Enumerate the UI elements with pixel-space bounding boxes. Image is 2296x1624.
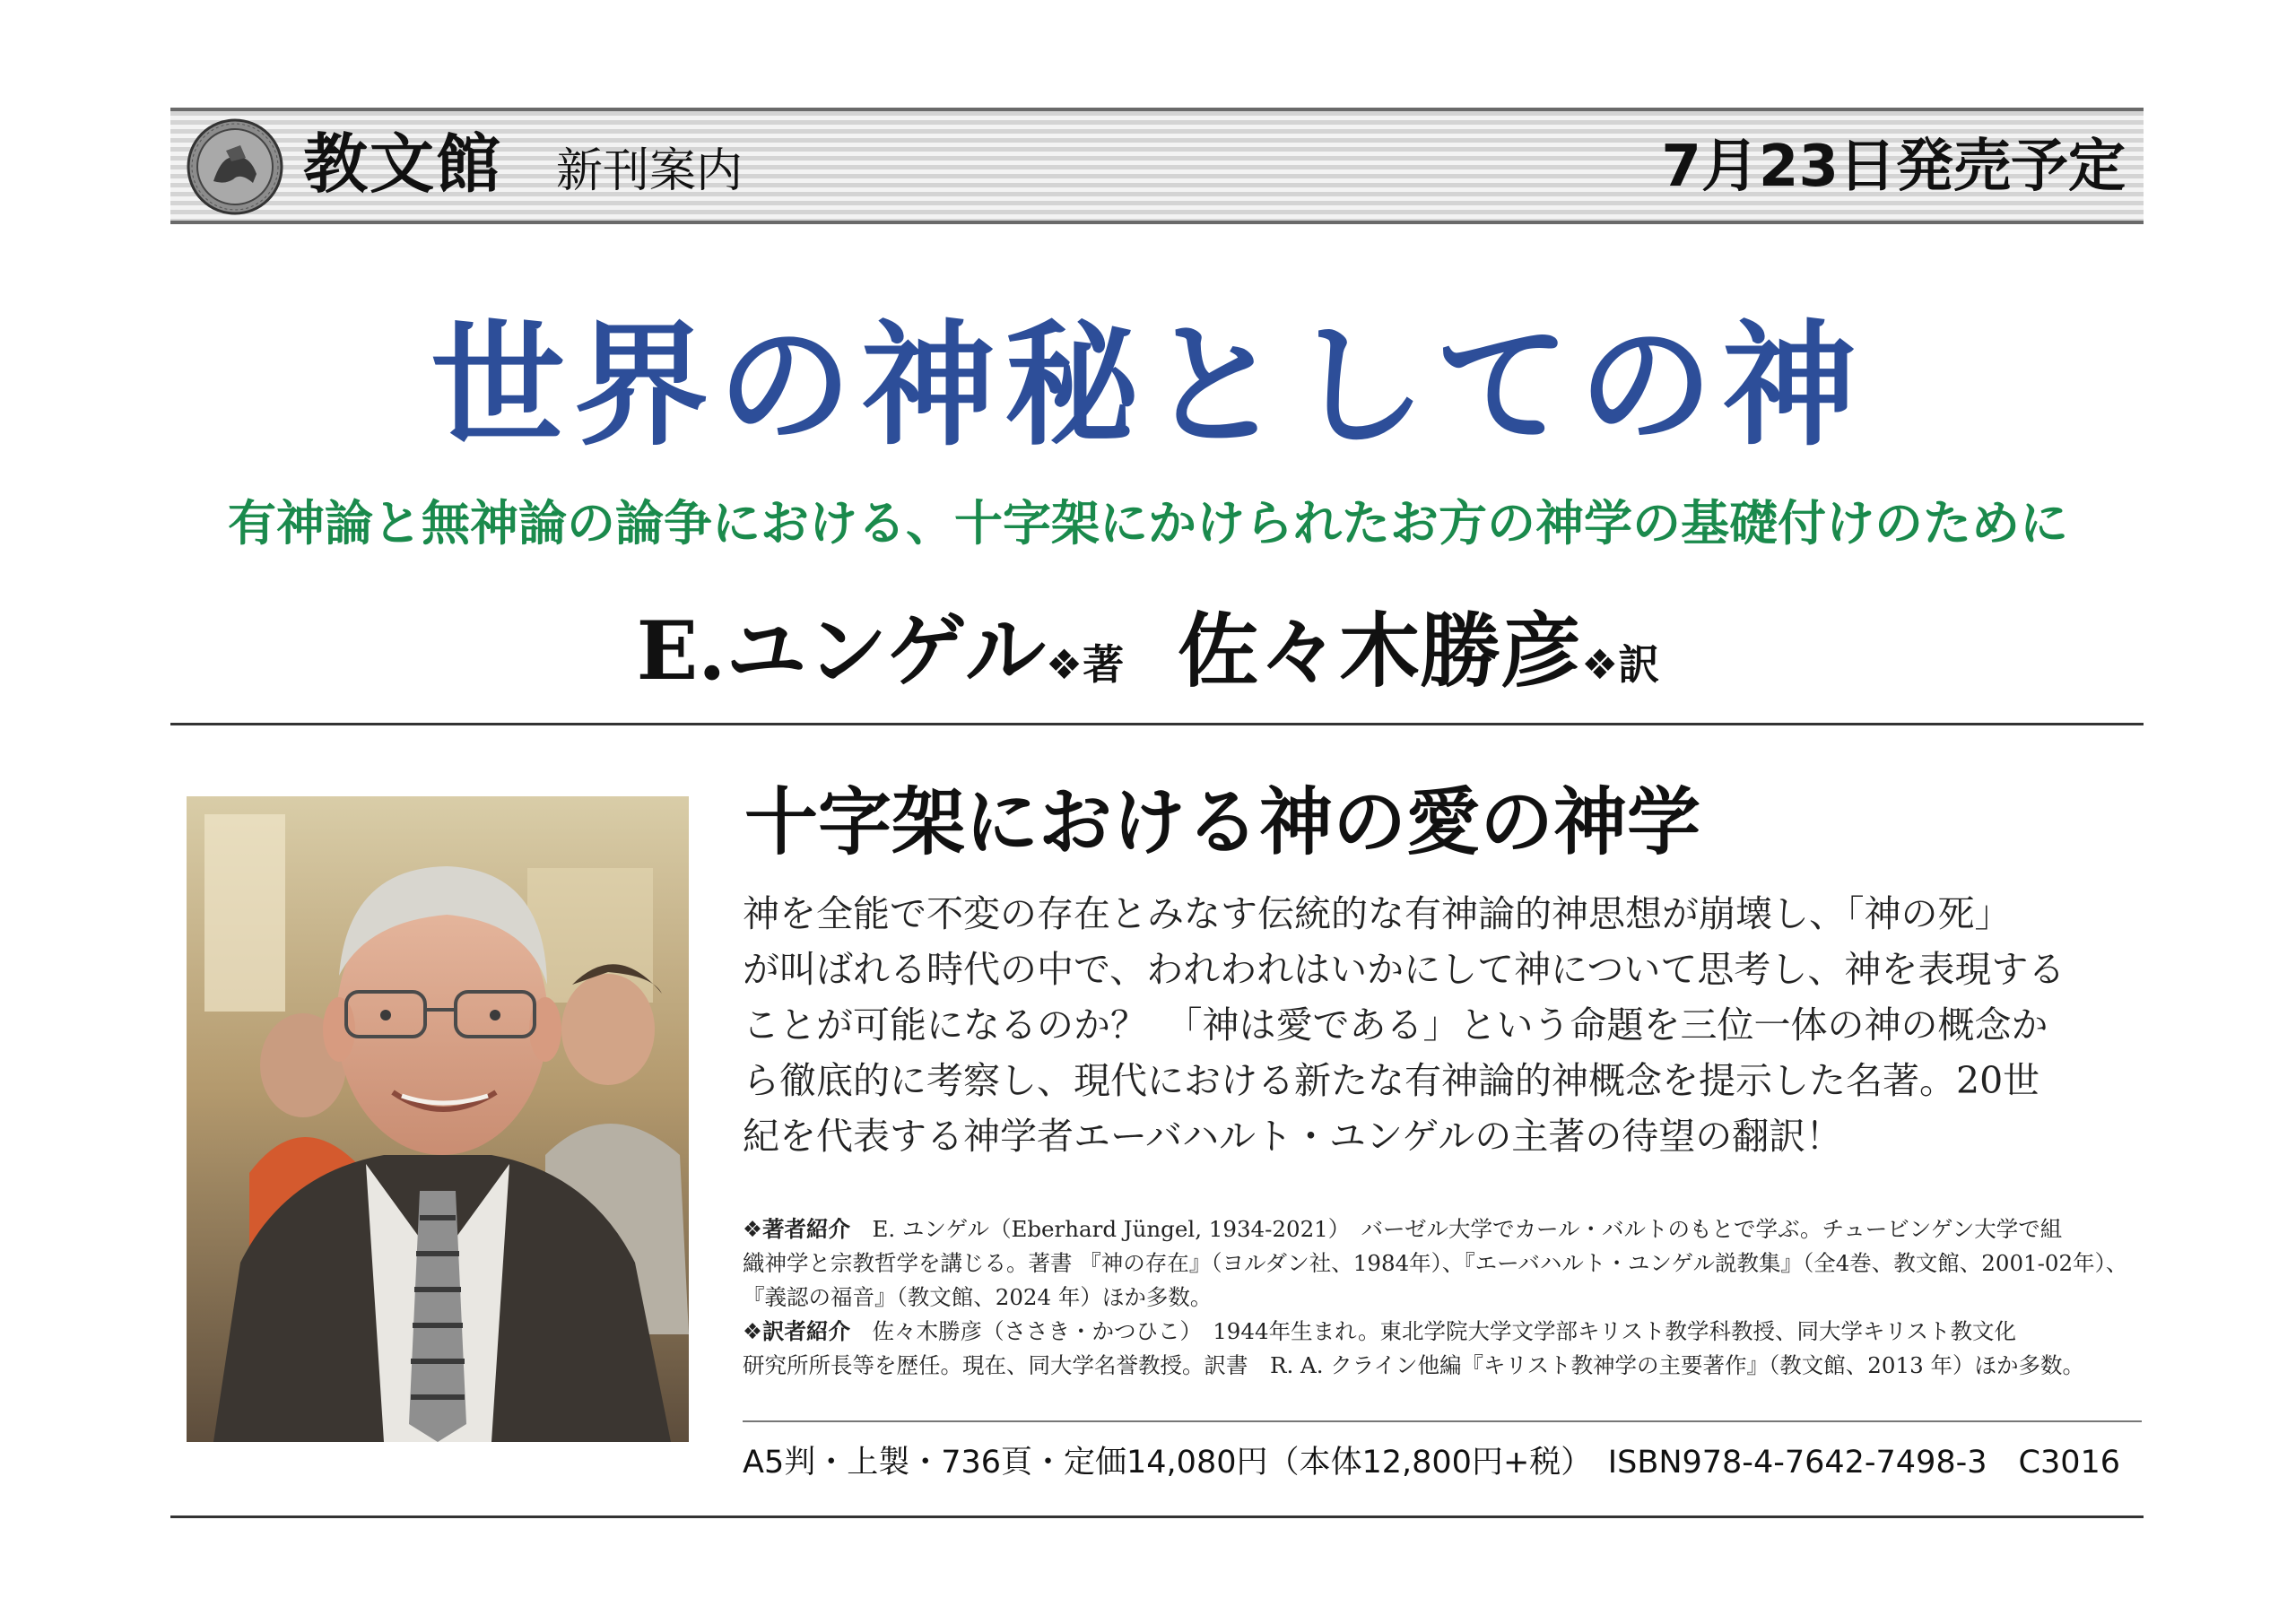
author-bio-line	[743, 1212, 2142, 1246]
publisher-seal-logo	[187, 118, 283, 215]
book-specs: A5判・上製・736頁・定価14,080円（本体12,800円+税） ISBN978-4-7642-7498-3 C3016	[743, 1445, 2121, 1481]
description-line: 紀を代表する神学者エーバハルト・ユンゲルの主著の待望の翻訳！	[743, 1115, 1843, 1158]
author-bio-line: 織神学と宗教哲学を講じる。著書 『神の存在』（ヨルダン社、1984年）、『エーバハルト・ユンゲル説教集』（全4巻、教文館、2001-02年）、	[743, 1250, 2128, 1276]
header-bar	[170, 108, 2144, 224]
author-bio-text: E. ユンゲル（Eberhard Jüngel, 1934-2021） バーゼル大学でカール・バルトのもとで学ぶ。チュービンゲン大学で組	[872, 1216, 2063, 1242]
translator-name: 佐々木勝彦	[1178, 604, 1582, 699]
description	[743, 886, 2142, 1164]
description-line: 神を全能で不変の存在とみなす伝統的な有神論的神思想が崩壊し、「神の死」	[743, 892, 2012, 935]
divider-specs	[743, 1420, 2142, 1422]
author-bio-line: 『義認の福音』（教文館、2024 年）ほか多数。	[743, 1284, 1213, 1310]
author-bio	[743, 1212, 2142, 1315]
release-date: 7月23日発売予定	[1661, 134, 2126, 200]
author-role: ❖著	[1045, 640, 1125, 689]
divider-top	[170, 723, 2144, 725]
translator-bio	[743, 1315, 2142, 1383]
translator-bio-line	[743, 1315, 2142, 1349]
author-photo	[187, 796, 689, 1442]
divider-bottom	[170, 1515, 2144, 1518]
translator-role: ❖訳	[1581, 640, 1660, 689]
tagline: 十字架における神の愛の神学	[744, 779, 1701, 865]
author-bio-label: ❖著者紹介	[743, 1216, 850, 1242]
book-subtitle: 有神論と無神論の論争における、十字架にかけられたお方の神学の基礎付けのために	[228, 495, 2068, 551]
description-line: ことが可能になるのか？ 「神は愛である」という命題を三位一体の神の概念か	[743, 1003, 2048, 1046]
translator-bio-label: ❖訳者紹介	[743, 1318, 850, 1344]
author-line	[0, 603, 2296, 699]
book-title: 世界の神秘としての神	[430, 307, 1866, 465]
translator-bio-line: 研究所所長等を歴任。現在、同大学名誉教授。訳書 R. A. クライン他編『キリスト教神学の主要著作』（教文館、2013 年）ほか多数。	[743, 1352, 2084, 1378]
publisher-name: 教文館	[303, 126, 503, 202]
translator-bio-text: 佐々木勝彦（ささき・かつひこ） 1944年生まれ。東北学院大学文学部キリスト教学科教授、同大学キリスト教文化	[872, 1318, 2017, 1344]
section-label: 新刊案内	[556, 144, 744, 198]
author-name: E.ユンゲル	[636, 604, 1046, 699]
description-line: ら徹底的に考察し、現代における新たな有神論的神概念を提示した名著。20世	[743, 1059, 2040, 1102]
description-line: が叫ばれる時代の中で、われわれはいかにして神について思考し、神を表現する	[743, 948, 2066, 991]
